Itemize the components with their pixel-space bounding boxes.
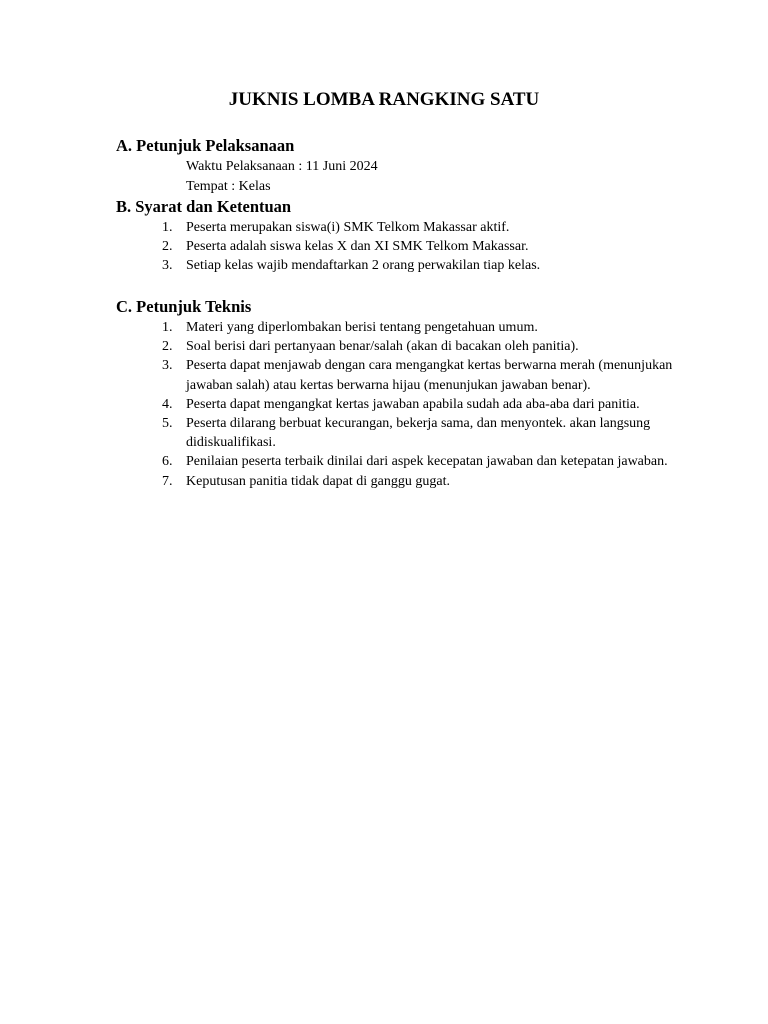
list-item bbox=[0, 256, 676, 275]
schedule-line: Waktu Pelaksanaan : 11 Juni 2024 bbox=[186, 159, 378, 174]
list-item bbox=[0, 356, 676, 394]
document-title: JUKNIS LOMBA RANGKING SATU bbox=[228, 89, 540, 110]
list-item bbox=[0, 452, 676, 471]
list-number: 6. bbox=[162, 454, 173, 470]
list-text: Penilaian peserta terbaik dinilai dari aspek kecepatan jawaban dan ketepatan jawaban. bbox=[186, 454, 668, 470]
list-item bbox=[0, 472, 676, 491]
section-a-heading: A. Petunjuk Pelaksanaan bbox=[116, 136, 295, 155]
list-number: 1. bbox=[162, 220, 173, 235]
list-item bbox=[0, 318, 676, 337]
list-text: Soal berisi dari pertanyaan benar/salah (akan di bacakan oleh panitia). bbox=[186, 339, 579, 355]
list-number: 5. bbox=[162, 416, 173, 432]
list-text: Peserta merupakan siswa(i) SMK Telkom Makassar aktif. bbox=[186, 220, 510, 235]
list-text: Peserta dapat menjawab dengan cara mengangkat kertas berwarna merah (menunjukan jawaban salah) atau kertas berwarna hijau (menunjukan jawaban benar). bbox=[186, 358, 673, 393]
list-number: 4. bbox=[162, 396, 173, 412]
list-text: Setiap kelas wajib mendaftarkan 2 orang perwakilan tiap kelas. bbox=[186, 258, 541, 274]
list-number: 3. bbox=[162, 258, 173, 274]
list-item bbox=[0, 414, 676, 452]
list-item bbox=[0, 395, 676, 414]
list-number: 7. bbox=[162, 473, 173, 489]
section-b-heading: B. Syarat dan Ketentuan bbox=[116, 197, 292, 216]
location-line: Tempat : Kelas bbox=[186, 179, 271, 194]
list-number: 2. bbox=[162, 239, 173, 255]
list-item bbox=[0, 337, 676, 356]
list-text: Peserta adalah siswa kelas X dan XI SMK Telkom Makassar. bbox=[186, 239, 529, 255]
list-item bbox=[0, 218, 676, 237]
section-c-heading: C. Petunjuk Teknis bbox=[116, 297, 252, 316]
list-item bbox=[0, 237, 676, 256]
requirements-list bbox=[0, 218, 676, 276]
list-text: Peserta dilarang berbuat kecurangan, bekerja sama, dan menyontek. akan langsung didiskualifikasi. bbox=[186, 416, 651, 451]
list-text: Materi yang diperlombakan berisi tentang pengetahuan umum. bbox=[186, 320, 538, 335]
list-number: 1. bbox=[162, 320, 173, 335]
list-number: 3. bbox=[162, 358, 173, 374]
list-text: Peserta dapat mengangkat kertas jawaban apabila sudah ada aba-aba dari panitia. bbox=[186, 396, 640, 412]
technical-list bbox=[0, 318, 676, 491]
list-text: Keputusan panitia tidak dapat di ganggu gugat. bbox=[186, 473, 450, 489]
list-number: 2. bbox=[162, 339, 173, 355]
